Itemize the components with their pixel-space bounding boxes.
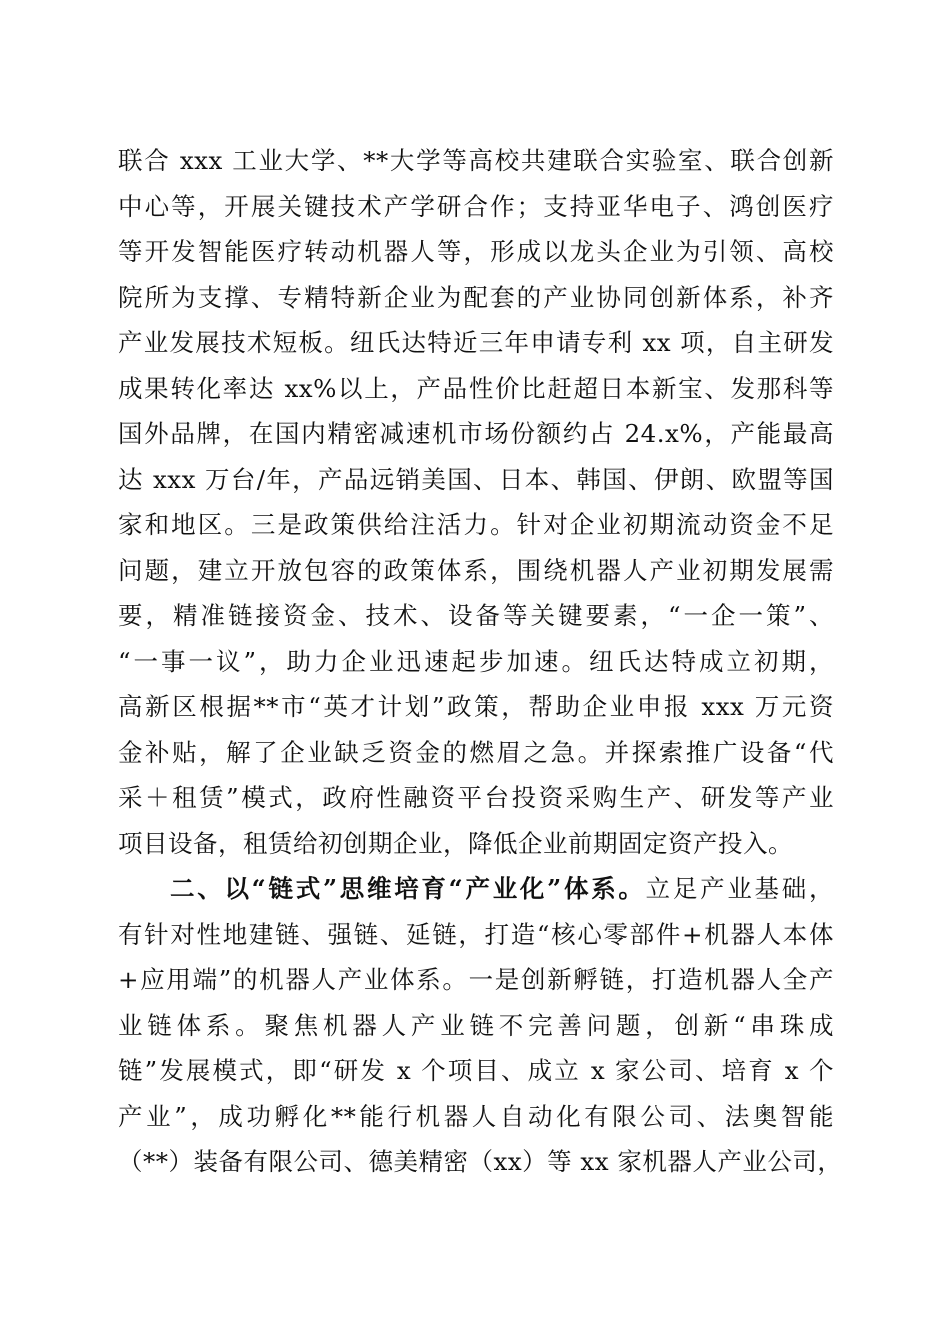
paragraph-line: 成果转化率达 xx%以上，产品性价比赶超日本新宝、发那科等 xyxy=(118,373,834,403)
paragraph-line: 问题，建立开放包容的政策体系，围绕机器人产业初期发展需 xyxy=(118,555,834,585)
paragraph-line: +应用端”的机器人产业体系。一是创新孵链，打造机器人全产 xyxy=(118,965,834,994)
paragraph-line: 要，精准链接资金、技术、设备等关键要素，“一企一策”、 xyxy=(118,601,834,630)
paragraph-line: “一事一议”，助力企业迅速起步加速。纽氏达特成立初期， xyxy=(118,646,834,676)
paragraph-line: （**）装备有限公司、德美精密（xx）等 xx 家机器人产业公司， xyxy=(118,1147,843,1176)
paragraph-line: 产业发展技术短板。纽氏达特近三年申请专利 xx 项，自主研发 xyxy=(118,328,834,357)
paragraph-line: 国外品牌，在国内精密减速机市场份额约占 24.x%，产能最高 xyxy=(118,419,834,448)
paragraph-line: 采＋租赁”模式，政府性融资平台投资采购生产、研发等产业 xyxy=(118,783,834,812)
paragraph-line: 链”发展模式，即“研发 x 个项目、成立 x 家公司、培育 x 个 xyxy=(118,1056,834,1085)
paragraph-line: 中心等，开展关键技术产学研合作；支持亚华电子、鸿创医疗 xyxy=(118,191,834,221)
paragraph-line: 达 xxx 万台/年，产品远销美国、日本、韩国、伊朗、欧盟等国 xyxy=(118,464,834,494)
paragraph-line: 业链体系。聚焦机器人产业链不完善问题，创新“串珠成 xyxy=(118,1010,834,1040)
paragraph-line: 高新区根据**市“英才计划”政策，帮助企业申报 xxx 万元资 xyxy=(118,692,834,721)
paragraph-first-line xyxy=(118,866,834,912)
paragraph-line: 产业”，成功孵化**能行机器人自动化有限公司、法奥智能 xyxy=(118,1101,834,1131)
paragraph-line: 金补贴，解了企业缺乏资金的燃眉之急。并探索推广设备“代 xyxy=(118,737,834,767)
paragraph-line: 家和地区。三是政策供给注活力。针对企业初期流动资金不足 xyxy=(118,510,834,539)
paragraph-line: 等开发智能医疗转动机器人等，形成以龙头企业为引领、高校 xyxy=(118,237,834,266)
body-text xyxy=(118,138,843,1185)
paragraph-line: 联合 xxx 工业大学、**大学等高校共建联合实验室、联合创新 xyxy=(118,146,834,175)
paragraph-1 xyxy=(118,138,834,866)
heading-continuation: 立足产业基础， xyxy=(645,874,835,903)
paragraph-line: 有针对性地建链、强链、延链，打造“核心零部件+机器人本体 xyxy=(118,919,834,949)
paragraph-line: 项目设备，租赁给初创期企业，降低企业前期固定资产投入。 xyxy=(118,828,793,858)
paragraph-line: 院所为支撑、专精特新企业为配套的产业协同创新体系，补齐 xyxy=(118,282,834,312)
section-heading: 二、以“链式”思维培育“产业化”体系。 xyxy=(170,874,646,903)
paragraph-2 xyxy=(118,866,843,1185)
